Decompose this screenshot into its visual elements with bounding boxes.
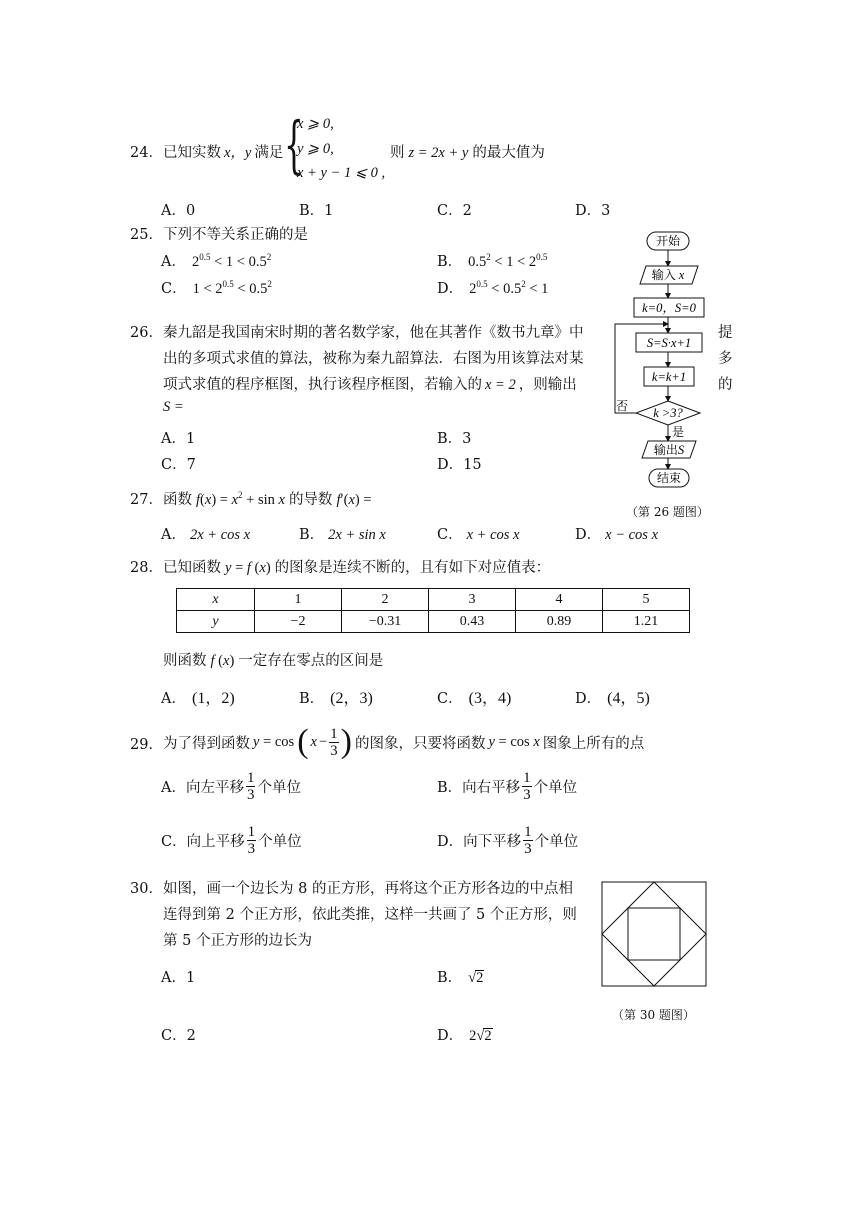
q30-option-a: A．1: [161, 970, 196, 986]
flowchart-input-label: 输入 x: [651, 268, 685, 282]
q24-stem: [163, 141, 283, 162]
table-header-y: y: [177, 611, 255, 633]
q27-number: 27．: [130, 492, 163, 508]
table-row: [177, 611, 690, 633]
q24-cond-2: y ⩾ 0,: [297, 141, 334, 157]
q28-follow: 则函数 f (x) 一定存在零点的区间是: [163, 653, 384, 669]
q25-option-c-label: C．: [161, 281, 187, 297]
q30-caption: （第 30 题图）: [612, 1008, 695, 1022]
q28-value-table: [176, 588, 690, 633]
table-cell: 1.21: [603, 611, 690, 633]
flowchart-update-k-label: k=k+1: [651, 370, 687, 384]
table-cell: 2: [342, 589, 429, 611]
flowchart-end-label: 结束: [656, 471, 682, 485]
q24-cond-3: x + y − 1 ⩽ 0 ,: [297, 165, 386, 181]
q26-line-3: [163, 373, 577, 394]
q25-option-d: D． $2^{0.5} < 0.5^2 < 1$: [437, 279, 549, 297]
q26-caption: （第 26 题图）: [626, 505, 709, 519]
q28-option-d: D． (4，5): [575, 690, 650, 707]
q28-option-a: A． (1，2): [161, 690, 235, 707]
table-cell: −2: [255, 611, 342, 633]
q25-option-b: B． $0.5^2 < 1 < 2^{0.5}$: [437, 252, 548, 270]
q29-option-b: B．向右平移 $\frac{1}{3}$ 个单位: [437, 769, 578, 803]
q29-stem-b: 的图象，只要将函数: [354, 735, 486, 752]
q28-number: 28．: [130, 560, 163, 576]
q25-option-c: C． $1 < 2^{0.5} < 0.5^2$: [161, 279, 272, 297]
q30-option-d: D． 2√2: [437, 1028, 492, 1044]
q29-option-a: A．向左平移 $\frac{1}{3}$ 个单位: [161, 769, 301, 803]
q25-option-b-label: B．: [437, 254, 463, 270]
q29-option-d: D．向下平移 $\frac{1}{3}$ 个单位: [437, 823, 579, 857]
q24-stem-c: 则: [390, 145, 405, 161]
q24-stem-b: 满足: [254, 145, 284, 161]
q28-stem-a: 已知函数: [163, 560, 221, 576]
q24-cond-1: x ⩾ 0,: [297, 116, 334, 132]
flowchart-init-label: k=0，S=0: [642, 301, 696, 315]
flowchart-output-label: 输出S: [653, 443, 685, 457]
q28-follow-b: 一定存在零点的区间是: [238, 653, 384, 669]
q24-tail: [390, 141, 545, 162]
table-cell: 0.89: [516, 611, 603, 633]
q26-line-3a: 项式求值的程序框图，执行该程序框图，若输入的: [163, 377, 482, 393]
q24-option-c: C．2: [437, 203, 472, 219]
q27-option-a: A． 2x + cos x: [161, 527, 251, 543]
q26-flowchart: [600, 226, 720, 496]
q26-line-3b: x = 2: [485, 377, 516, 393]
table-cell: 3: [429, 589, 516, 611]
q26-line-1: 秦九韶是我国南宋时期的著名数学家，他在其著作《数书九章》中: [163, 325, 584, 341]
q26-line-3c: ，则输出: [518, 377, 577, 393]
q26-line-2: 出的多项式求值的算法，被称为秦九韶算法．右图为用该算法对某: [163, 351, 584, 367]
q25-stem: 下列不等关系正确的是: [163, 227, 308, 243]
q26-option-b: B．3: [437, 431, 472, 447]
q24-number: 24．: [130, 145, 163, 161]
q24-brace: {: [284, 108, 304, 181]
table-header-x: x: [177, 589, 255, 611]
q30-option-b: B． √2: [437, 970, 484, 986]
q30-line-2: 连得到第 2 个正方形，依此类推，这样一共画了 5 个正方形，则: [163, 907, 577, 923]
q26-line-1-end: 提: [718, 325, 733, 341]
q26-line-3-end: 的: [718, 377, 733, 393]
flowchart-start-label: 开始: [655, 234, 681, 248]
q28-stem: 已知函数 y = f (x) 的图象是连续不断的，且有如下对应值表：: [163, 560, 551, 576]
q25-number: 25．: [130, 227, 163, 243]
q27-option-c: C． x + cos x: [437, 527, 520, 543]
q25-option-a: A． $2^{0.5} < 1 < 0.5^2$: [161, 252, 272, 270]
q27-option-d: D． x − cos x: [575, 527, 659, 543]
q27-stem-b: 的导数: [288, 492, 333, 508]
q26-option-a: A．1: [161, 431, 196, 447]
table-cell: 0.43: [429, 611, 516, 633]
q29-stem-a: 为了得到函数: [163, 735, 250, 752]
q29-number: 29．: [130, 737, 163, 753]
square-3: [628, 908, 680, 960]
q30-number: 30．: [130, 881, 163, 897]
flowchart-yes-label: 是: [672, 425, 685, 439]
table-cell: 1: [255, 589, 342, 611]
q29-stem-c: 图象上所有的点: [542, 735, 645, 752]
q24-option-b: B．1: [299, 203, 334, 219]
q27-option-b: B． 2x + sin x: [299, 527, 386, 543]
q26-line-2-end: 多: [718, 351, 733, 367]
square-1: [602, 882, 706, 986]
q30-line-3: 第 5 个正方形的边长为: [163, 933, 312, 949]
q28-follow-a: 则函数: [163, 653, 207, 669]
q30-nested-squares-figure: [600, 880, 710, 990]
q30-line-1: 如图，画一个边长为 8 的正方形，再将这个正方形各边的中点相: [163, 881, 573, 897]
q30-option-c: C．2: [161, 1028, 196, 1044]
q24-option-a: A．0: [161, 203, 196, 219]
q28-option-b: B． (2，3): [299, 690, 373, 707]
flowchart-no-label: 否: [615, 399, 629, 413]
q24-vars: x，y: [224, 145, 252, 161]
q25-option-d-label: D．: [437, 281, 464, 297]
table-cell: 4: [516, 589, 603, 611]
q28-option-c: C． (3，4): [437, 690, 512, 707]
q27-stem-a: 函数: [163, 492, 192, 508]
q26-option-c: C．7: [161, 457, 196, 473]
q27-stem: 函数 $f(x) = x^2 + \sin x$ 的导数 f′(x) =: [163, 490, 372, 508]
flowchart-decision-label: k >3?: [653, 406, 683, 420]
q25-option-a-label: A．: [161, 254, 186, 270]
q29-stem: 为了得到函数 y = cos ( x − $\frac{1}{3}$ ) 的图象，只要将函数 y = cos x 图象上所有的点: [163, 723, 645, 760]
q24-option-d: D．3: [575, 203, 611, 219]
square-2: [602, 882, 706, 986]
q28-stem-b: 的图象是连续不断的，且有如下对应值表：: [274, 560, 551, 576]
q26-option-d: D．15: [437, 457, 482, 473]
q26-line-4: S =: [163, 399, 184, 415]
q26-number: 26．: [130, 325, 163, 341]
q24-stem-a: 已知实数: [163, 145, 221, 161]
table-row: [177, 589, 690, 611]
q24-stem-d: 的最大值为: [472, 145, 545, 161]
q24-expr: z = 2x + y: [408, 145, 469, 161]
table-cell: −0.31: [342, 611, 429, 633]
q29-option-c: C．向上平移 $\frac{1}{3}$ 个单位: [161, 823, 302, 857]
flowchart-update-s-label: S=S·x+1: [646, 336, 692, 350]
table-cell: 5: [603, 589, 690, 611]
